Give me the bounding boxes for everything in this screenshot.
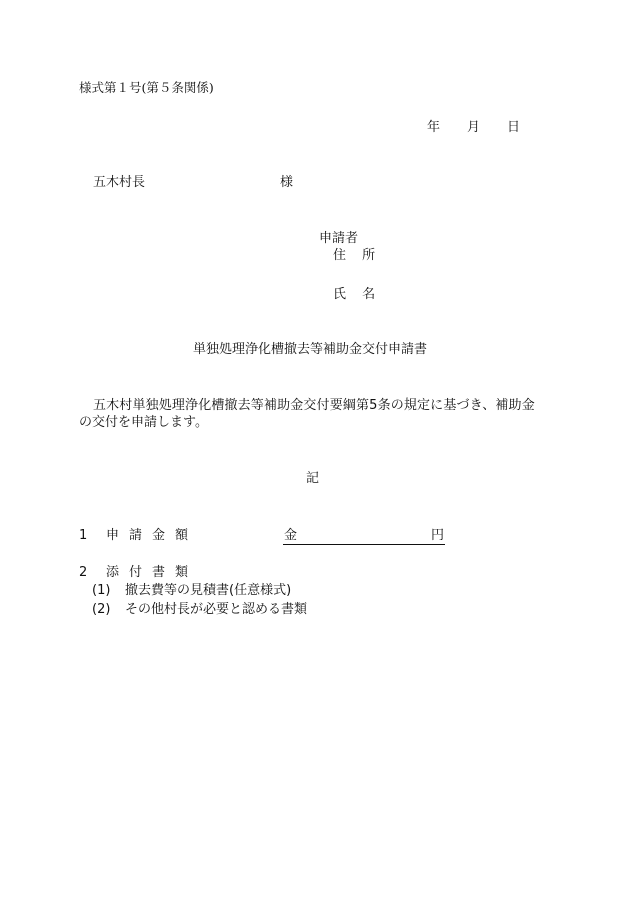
- addressee-honorific: 様: [280, 175, 294, 190]
- date-month-label: 月: [467, 120, 481, 135]
- form-number: 様式第１号(第５条関係): [79, 80, 214, 95]
- applicant-name-label: 氏 名: [333, 287, 382, 302]
- item1-amount-prefix: 金: [284, 528, 298, 543]
- item2-label: 添付書類: [106, 565, 199, 580]
- attachment-2-marker: (2): [92, 602, 111, 617]
- date-year-label: 年: [427, 120, 441, 135]
- body-line-2: の交付を申請します。: [79, 415, 208, 430]
- item1-amount-suffix: 円: [431, 528, 445, 543]
- body-line-1: 五木村単独処理浄化槽撤去等補助金交付要綱第5条の規定に基づき、補助金: [93, 398, 535, 413]
- addressee-name: 五木村長: [93, 175, 146, 190]
- attachment-1-marker: (1): [92, 583, 111, 598]
- item1-number: 1: [79, 528, 88, 543]
- item1-label: 申請金額: [106, 528, 199, 543]
- applicant-label: 申請者: [319, 231, 359, 246]
- date-day-label: 日: [507, 120, 521, 135]
- item2-number: 2: [79, 565, 88, 580]
- attachment-2-text: その他村長が必要と認める書類: [125, 602, 308, 617]
- applicant-address-label: 住 所: [333, 248, 382, 263]
- document-title: 単独処理浄化槽撤去等補助金交付申請書: [193, 342, 428, 357]
- attachment-1-text: 撤去費等の見積書(任意様式): [125, 583, 292, 598]
- amount-underline: [283, 544, 445, 545]
- ki-label: 記: [306, 471, 320, 486]
